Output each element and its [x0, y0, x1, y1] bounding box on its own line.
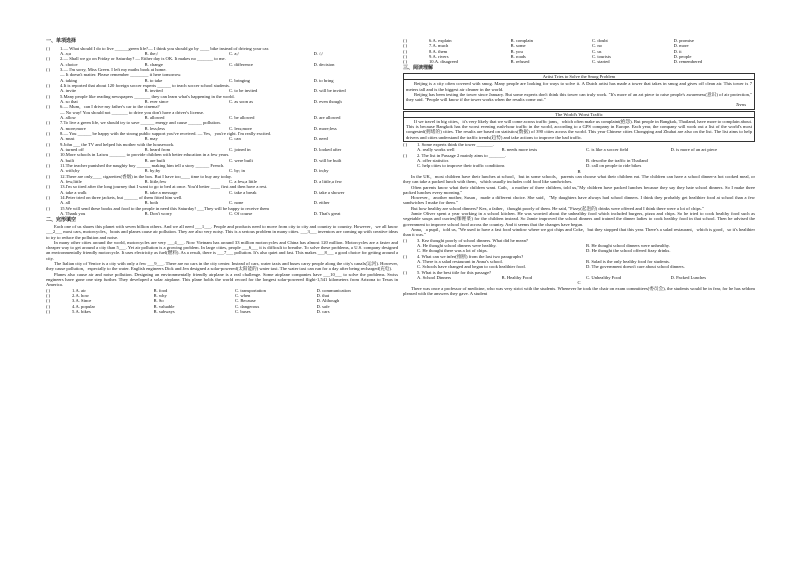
- option: D. decision: [313, 61, 335, 67]
- option: B. to take: [144, 77, 163, 83]
- option: D. it: [673, 48, 682, 54]
- answer-bracket[interactable]: ( ): [403, 48, 408, 54]
- cloze-paragraph: In many other cities around the world, motorcycles are very ___4___. Now Vietnam has around 33 million motorcycles and China has almost 120 million. Motorcycles are a faster and cheaper way to get around a city than 5___. Yet air pollution is a growing problem. In large cities, people ___6___ it is difficult to breathe. To solve these problems, a U.S. company designed an environmentally friendly motorcycle. It uses electricity as fuel(燃料). As a result, there is ___7___ pollution. It's also quiet and fast. This makes ___8___ a good choice for getting around a city.: [46, 239, 398, 261]
- option: D. need: [313, 136, 328, 142]
- option: A. more;more: [60, 125, 86, 131]
- option: B. invited: [144, 88, 163, 94]
- option: D. The government doesn't care about school dinners.: [586, 264, 685, 270]
- option: A. There is a salad restaurant in Anna's school.: [417, 258, 503, 264]
- question-text: 1. Some experts think the tower _______.: [417, 141, 494, 147]
- option: B. valuable: [153, 303, 175, 309]
- answer-bracket[interactable]: ( ): [46, 287, 51, 293]
- single-choice-list: [46, 46, 398, 217]
- option: A. all: [60, 200, 71, 206]
- option: C. doubt: [592, 38, 608, 43]
- option: B. complain: [510, 38, 533, 43]
- option: A. allow: [60, 114, 76, 120]
- option: B. food: [153, 287, 168, 293]
- option: A. must: [60, 136, 75, 142]
- section-title-reading: 三、阅读理解: [403, 64, 434, 71]
- passage-b-paragraph: If we travel in big cities，it's very likely that we will come across traffic jams，which often make us complaint(抱怨). But people in Bangkok, Thailand, have more to complain about. This is because Bangkok has the worst evening rush-hour traffic in the world, according to a GPS company in Europe. Each year, the company will work out a list of the world's most congested(拥堵的) cities. The results are based on statistics(数据) of 390 cities across the world. This year Chinese cities Chongqing and Zhuhai are also on the list. The list aims to help drivers and cities understand the traffic trends(趋势) and take actions to improve the bad traffic.: [406, 118, 752, 140]
- option: 1.A. air: [72, 287, 86, 293]
- answer-bracket[interactable]: ( ): [46, 195, 51, 201]
- answer-bracket[interactable]: ( ): [403, 43, 408, 49]
- option: C. Of course: [229, 211, 253, 217]
- option: C. be allowed: [229, 114, 255, 120]
- option: B. describe the traffic in Thailand: [586, 157, 648, 163]
- answer-bracket[interactable]: ( ): [46, 104, 51, 110]
- answer-bracket[interactable]: ( ): [46, 292, 51, 298]
- answer-bracket[interactable]: ( ): [46, 93, 51, 99]
- answer-bracket[interactable]: [46, 72, 60, 77]
- option: C. by; in: [229, 168, 245, 174]
- answer-bracket[interactable]: [46, 110, 60, 115]
- option: D. cars: [316, 308, 330, 314]
- answer-bracket[interactable]: ( ): [403, 237, 408, 243]
- option: B. heard from: [144, 147, 171, 153]
- option: C. difference: [229, 61, 253, 67]
- passage-a-paragraph: Beijing is a city often covered with smog. Many people are looking for ways to solve it. A Dutch artist has made a tower that takes in smog and gives off clean air. This tower is 7 meters tall and is the biggest air cleaner in the world.: [406, 81, 752, 92]
- passage-c-paragraph: Often parents know what their children want. Cath，a mother of three children, told us,"My children have packed lunches because they say they hate school dinners. So I make three packed lunches every morning.": [403, 184, 755, 195]
- option: C. less;more: [229, 125, 252, 131]
- section-title-cloze: 二、完形填空: [46, 216, 77, 223]
- option: A. a;a: [60, 50, 71, 56]
- passage-a-paragraph: Beijing has been testing the tower since January. But some experts don't think this tower can truly work. "It's more of an art piece to raise people's awareness(意识) of air protection," they said. "People will know if the tower works when the results come out.": [406, 91, 752, 103]
- option: C. none: [229, 200, 244, 206]
- option: B. He thought school dinners were unhealthy.: [586, 242, 670, 248]
- option: B. ever since: [144, 98, 169, 104]
- option: 10.A. disagreed: [429, 59, 458, 65]
- question-text: 7.To live a green life, we should try to save ______ energy and cause ______ pollution.: [60, 120, 221, 126]
- option: C. no: [592, 43, 602, 49]
- option: C. buses: [235, 308, 251, 314]
- option: D. call on people to ride bikes: [586, 163, 642, 169]
- right-column: [403, 38, 755, 296]
- option: D. will be invited: [313, 88, 346, 94]
- option: 7.A. much: [429, 43, 449, 49]
- question-text: 2. The list in Passage 2 mainly aims to _______.: [417, 152, 507, 158]
- answer-bracket[interactable]: ( ): [46, 184, 51, 190]
- option: D. is more of an art piece: [670, 147, 718, 153]
- passage-c-questions: [403, 238, 755, 275]
- question-text: 5. What is the best title for this passage?: [417, 269, 492, 275]
- option: B. refused: [510, 59, 530, 65]
- answer-bracket[interactable]: ( ): [403, 141, 408, 147]
- option: B. allowed: [144, 114, 165, 120]
- answer-bracket[interactable]: ( ): [403, 253, 408, 259]
- option: C. to be invited: [229, 88, 258, 94]
- question-text: 13.I'm so tired after the long journey that I want to go to bed at once. You'd better ____ first and then have a rest.: [60, 184, 268, 190]
- answer-bracket[interactable]: ( ): [46, 141, 51, 147]
- option: D. a little,a few: [313, 179, 342, 185]
- passage-c-paragraph: However，another mother, Susan，made a different choice. She said，"My daughters have always had school dinners. I think they probably get healthier food at school than a few sandwiches I make for them.": [403, 195, 755, 206]
- option: D. more;less: [313, 125, 337, 131]
- question-text: 5.Many people like reading newspapers _______ they can learn what's happening in the world.: [60, 93, 235, 99]
- question-text: 9.John ___ the TV and helped his mother with the housework.: [60, 141, 175, 147]
- answer-bracket[interactable]: ( ): [46, 303, 51, 309]
- option: B. may: [144, 136, 158, 142]
- option: D. /;/: [313, 50, 323, 56]
- option: B. Don't worry: [144, 211, 172, 217]
- option: B. take a message: [144, 189, 178, 195]
- option: B. change: [144, 61, 163, 67]
- question-text: 3.— I'm sorry, Miss Green. I left my maths book at home.: [60, 66, 167, 72]
- answer-bracket[interactable]: ( ): [46, 120, 51, 126]
- option: A. He thought school dinners were healthy.: [417, 242, 497, 248]
- part-label-b: B: [577, 168, 581, 174]
- option-row: [403, 163, 755, 168]
- option: A. so that: [60, 98, 78, 104]
- option: 3.A. Since: [72, 298, 92, 304]
- question-text: 4.It is reported that about 120 foreign soccer experts ______ to teach soccer school students.: [60, 82, 230, 88]
- passage-c-paragraph: But how healthy are school dinners? Kez, a father，thought poorly of them. He said, "Fizzy(起泡的) drinks were offered and I think there were a lot of chips.": [411, 205, 704, 211]
- option: 6.A. explain: [429, 38, 452, 43]
- option: D. are allowed: [313, 114, 341, 120]
- question-text: 3. Kez thought poorly of school dinners. What did he mean?: [417, 237, 528, 243]
- option: D. promise: [673, 38, 694, 43]
- answer-bracket[interactable]: ( ): [403, 269, 408, 275]
- passage-a-title: Artist Tries to Solve the Smog Problem: [404, 74, 754, 80]
- option: C. Unhealthy Food: [586, 274, 622, 280]
- answer-bracket[interactable]: ( ): [403, 152, 408, 158]
- option: 8.A. them: [429, 48, 448, 54]
- answer-bracket[interactable]: ( ): [403, 38, 408, 43]
- option: B. Healthy Food: [501, 274, 532, 280]
- option: D. communication: [316, 287, 351, 293]
- answer-bracket[interactable]: ( ): [46, 66, 51, 72]
- option: 4.A. popular: [72, 303, 96, 309]
- cloze-option-row: [46, 309, 398, 314]
- question-text: 15.We will send these books and food to the people in need this Saturday! ___They will be happy to receive them: [60, 205, 269, 211]
- option: A. turned off: [60, 147, 84, 153]
- option: B. the;/: [144, 50, 159, 56]
- answer-bracket[interactable]: ( ): [46, 205, 51, 211]
- option: D. take a shower: [313, 189, 345, 195]
- option: A. built: [60, 157, 75, 163]
- option: C. transportation: [235, 287, 266, 293]
- answer-bracket[interactable]: ( ): [46, 173, 51, 179]
- option: B. less;less: [144, 125, 165, 131]
- cloze-option-row: [403, 59, 755, 64]
- passage-a-box: [403, 73, 755, 109]
- option: C. Because: [235, 298, 256, 304]
- option: D. even though: [313, 98, 342, 104]
- option: D. will be built: [313, 157, 342, 163]
- option: B. you: [510, 48, 523, 54]
- passage-c-paragraph: Jamie Oliver spent a year working in a school kitchen. He was worried about the unhealthy food which included burgers, pizza and chips. So he tried to cook healthy food such as vegetable soups and curries(咖喱菜) for the children instead. So Jamie improved the school dinners and trained the dinner ladies to cook healthy food in that school. Then he advised the government to improve school food across the country. And it seems that the changes have begun.: [403, 211, 755, 227]
- answer-bracket[interactable]: ( ): [46, 152, 51, 158]
- passage-c-paragraph: Anna，a pupil，told us, "We used to have a fast food window where we got chips and Coke，but they stopped that this year. There's a salad restaurant，which is good，so it's healthier than it was.": [403, 226, 755, 238]
- option: 9.A. rivers: [429, 54, 449, 60]
- option: C. take a break: [229, 189, 257, 195]
- option: D. That's great: [313, 211, 341, 217]
- option: B. So: [153, 298, 164, 304]
- option: C. bringing: [229, 77, 250, 83]
- option: B. little,few: [144, 179, 167, 185]
- option: D. Although: [316, 298, 340, 304]
- option: A. choice: [60, 61, 78, 67]
- passage-a-byline: Teens: [735, 102, 746, 108]
- option: C. tourists: [592, 54, 611, 60]
- option: B. are built: [144, 157, 166, 163]
- option: B. subways: [153, 308, 175, 314]
- option: A. Thank you: [60, 211, 86, 217]
- answer-bracket[interactable]: ( ): [46, 82, 51, 88]
- question-text: 12.There are only____ cigarettes(香烟) in the box. But I have too____ time to buy any today.: [60, 173, 232, 179]
- question-text: 8.— You ______ be happy with the strong public support you've received. — Yes，you're right. I'm really excited.: [60, 131, 272, 136]
- question-text: 14.Peter tried on three jackets, but ______ of them fitted him well.: [60, 195, 183, 201]
- option: C. dangerous: [235, 303, 260, 309]
- question-text: 4. What can we infer(推断) from the last two paragraphs?: [417, 253, 524, 259]
- option: C. is like a soccer field: [586, 147, 629, 153]
- option: C. as soon as: [229, 98, 253, 104]
- option: D. He thought the school offered fizzy drinks.: [586, 248, 671, 254]
- answer-bracket[interactable]: ( ): [46, 56, 51, 62]
- option: D. more: [673, 43, 689, 49]
- option: B. some: [510, 43, 526, 49]
- answer-bracket[interactable]: ( ): [403, 59, 408, 65]
- option: D. either: [313, 200, 330, 206]
- option: C. were built: [229, 157, 253, 163]
- passage-c: [403, 174, 755, 238]
- option: B. roads: [510, 54, 526, 60]
- question-text: 2.— Shall we go on Friday or Saturday? — Either day is OK. It makes no _______ to me.: [60, 56, 226, 62]
- option: D. that: [316, 292, 330, 298]
- cloze-passage: [46, 224, 398, 288]
- option: A. taking: [60, 77, 78, 83]
- option: B. needs more tests: [501, 147, 538, 153]
- answer-bracket[interactable]: ( ): [46, 308, 51, 314]
- option: D. in;by: [313, 168, 329, 174]
- option: C. can: [229, 136, 241, 142]
- option: C. started: [592, 59, 610, 65]
- option: B. by;by: [144, 168, 161, 174]
- option: C. us: [592, 48, 602, 54]
- passage-c-paragraph: In the UK，most children have their lunches at school，but in some schools，parents can choose what their children eat. The children can have a school dinner-a hot cooked meal, or they can take a packed lunch with them，which usually includes cold food like sandwiches.: [403, 173, 755, 185]
- option: 2.A. how: [72, 292, 89, 298]
- option: A. offer statistics: [417, 157, 449, 163]
- cloze-options-right: [403, 38, 755, 65]
- option: A. really works well: [417, 147, 455, 153]
- cloze-paragraph: Planes also cause air and noise pollution. Designing an environmentally friendly airplane is a real challenge. Some airplane companies have ___10___ to solve the problems. Swiss engineers have gone one step further. They developed a solar airplane. This plane holds the world record for the longest solar-powered flight-1,541 kilometers from Arizona to Texas in America.: [46, 271, 398, 288]
- option: C. a;/: [229, 50, 239, 56]
- answer-bracket[interactable]: ( ): [46, 131, 51, 136]
- option: C. He thought there was a lot of chips.: [417, 248, 488, 254]
- option: B. Salad is the only healthy food for students.: [586, 258, 670, 264]
- cloze-options-left: [46, 288, 398, 315]
- option: A. invite: [60, 88, 77, 94]
- answer-bracket[interactable]: ( ): [46, 163, 51, 169]
- option: C. when: [235, 292, 251, 298]
- option: 5.A. bikes: [72, 308, 91, 314]
- option: B. both: [144, 200, 159, 206]
- cloze-paragraph: Each one of us shares this planet with seven billion others. And we all need ___1___. People and products need to move from city to city and country to country. However，we all know ___2___ most cars, motorcycles，boats and planes cause air pollution. They are also very noisy. This is a serious problem in many cities. ___3___ inventors are coming up with creative ideas to try to reduce the pollution and noise.: [46, 224, 398, 240]
- option: D. Packed Lunches: [670, 274, 707, 280]
- option: A. with;by: [60, 168, 80, 174]
- option: D. to bring: [313, 77, 334, 83]
- option: D. safe: [316, 303, 330, 309]
- question-text: 1.— What should I do to live ______green life?— I think you should go by ____ bike instead of driving your car.: [60, 45, 270, 51]
- question-text: — It doesn't matter. Please remember ________ it here tomorrow.: [60, 72, 182, 78]
- answer-bracket[interactable]: ( ): [403, 54, 408, 60]
- question-text: 11.The teacher punished the naughty boy ______ making him tell a story ______ French.: [60, 163, 225, 169]
- option: C. a few,a little: [229, 179, 257, 185]
- part-label-c: C: [577, 280, 581, 286]
- section-title-single-choice: 一、单项选择: [46, 38, 77, 44]
- answer-bracket[interactable]: ( ): [46, 45, 51, 51]
- cloze-paragraph: The Italian city of Venice is a city with only a few ___9___. There are no cars in the city center. Instead of cars, water taxis and buses carry people along the city's canals(运河). However, they cause pollution，especially to the water. English engineers Dick and Jen designed a solar-powered(太阳能的) water taxi. The water taxi can run for a day after being recharged(充电).: [46, 261, 398, 272]
- option: A. few,little: [60, 179, 82, 185]
- option: B. why: [153, 292, 167, 298]
- option: C. Schools have changed and began to cook healthier food.: [417, 264, 526, 270]
- left-column: [46, 38, 398, 314]
- option: D. remembered: [673, 59, 703, 65]
- question-text: 10.More schools in Laiwu _______ to provide children with better education in a few years.: [60, 152, 230, 158]
- option: D. people: [673, 54, 692, 60]
- passage-d-paragraph: There was once a professor of medicine, who was very strict with the students. Whenever he took the chair on exam committees(委员会), the students would be in fear, for he has seldom pleased with the answers they gave. A student: [403, 285, 755, 296]
- passage-b-box: [403, 111, 755, 142]
- option: A. take a walk: [60, 189, 87, 195]
- passage-b-title: The World's Worst Traffic: [404, 112, 754, 118]
- answer-bracket[interactable]: ( ): [46, 298, 51, 304]
- option: D. looked after: [313, 147, 342, 153]
- question-text: — No way! You should not _______ to drive you don't have a driver's license.: [60, 109, 205, 115]
- option: C. joined in: [229, 147, 251, 153]
- question-text: 6.— Mum，can I drive my father's car to the cinema?: [60, 104, 160, 110]
- option-row: [46, 211, 398, 216]
- option: A. School Dinners: [417, 274, 452, 280]
- option: C. help cities to improve their traffic conditions: [417, 163, 505, 169]
